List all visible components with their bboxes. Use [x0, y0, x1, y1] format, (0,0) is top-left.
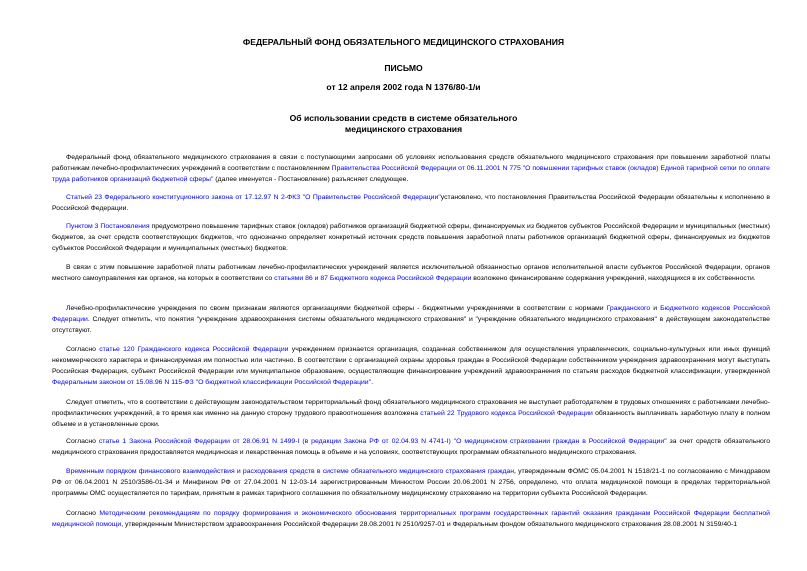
paragraph-text: установлено, что постановления Правительства Российской Федерации обязательны к исполнению в Российской Федерации. — [52, 194, 770, 212]
document-link[interactable]: статье 1 Закона Российской Федерации от 28.06.91 N 1499-I (в редакции Закона РФ от 02.04.93 N 4741-I) "О медицинском страховании граждан в Российской Федерации — [98, 438, 665, 445]
paragraph-3 — [52, 221, 770, 254]
paragraph-text: Согласно — [66, 438, 99, 445]
paragraph-2 — [52, 192, 770, 214]
document-subject-line-1: Об использовании средств в системе обязательного — [289, 113, 518, 123]
document-link[interactable]: статье 120 Гражданского кодекса Российской Федерации — [99, 346, 289, 353]
paragraph-1 — [52, 152, 770, 185]
document-link[interactable]: Временным порядком финансового взаимодействия и расходования средств в системе обязательного медицинского страхования граждан — [66, 468, 515, 475]
paragraph-text: Следует отметить, что в соответствии с действующим законодательством территориальный фонд обязательного медицинского страхования не выступает работодателем в трудовых отношениях с работниками лечебно-профилактических учреждений, в то время как именно на данную сторону трудового правоотношения возложена — [52, 399, 770, 417]
paragraph-text: учреждением признается организация, созданная собственником для осуществления управленческих, социально-культурных или иных функций некоммерческого характера и финансируемая им полностью или частично. В соответствии с организацией охраны здоровья граждан в Российской Федерации собственником учреждения здравоохранения могут выступать Российская Федерация, субъект Российской Федерации или муниципальное образование, осуществляющие финансирование учреждений здравоохранения по статьям расходов бюджетной классификации, утвержденной — [52, 346, 770, 375]
paragraph-text: Федеральный фонд обязательного медицинского страхования в связи с поступающими запросами об условиях использования средств обязательного медицинского страхования при повышении заработной платы работникам лечебно-профилактических учреждений в соответствии с постановлением — [52, 154, 770, 172]
paragraph-4 — [52, 262, 770, 284]
paragraph-text: В связи с этим повышение заработной платы работникам лечебно-профилактических учреждений является исключительной обязанностью органов исполнительной власти субъектов Российской Федерации, органов местного самоуправления как органов, на которых в соответствии со — [52, 264, 770, 282]
document-link[interactable]: Федеральным законом от 15.08.96 N 115-ФЗ "О бюджетной классификации Российской Федерации" — [52, 379, 372, 386]
paragraph-text: " за счет средств обязательного медицинского страхования предоставляется медицинская и лекарственная помощь в объеме и на условиях, соответствующих программам обязательного медицинского страхования. — [52, 438, 771, 456]
paragraph-text: предусмотрено повышение тарифных ставок (окладов) работников организаций бюджетной сферы, финансируемых из бюджетов субъектов Российской Федерации и муниципальных (местных) бюджетов, за счет средств соответствующих бюджетов, что однозначно определяет конкретный источник средств повышения заработной платы работников организаций бюджетной сферы, финансируемых из бюджетов субъектов Российской Федерации и муниципальных (местных) бюджетов. — [52, 223, 770, 252]
paragraph-8 — [52, 436, 770, 458]
paragraph-text: обязанность выплачивать заработную плату в полном объеме и в установленные сроки. — [52, 410, 770, 428]
document-link[interactable]: Пунктом 3 Постановления — [66, 223, 150, 230]
paragraph-text: Лечебно-профилактические учреждения по своим признакам являются организациями бюджетной сферы - бюджетными учреждениями в соответствии с нормами — [66, 305, 607, 312]
paragraph-10 — [52, 508, 770, 530]
paragraph-6 — [52, 344, 770, 388]
document-link[interactable]: Бюджетного кодексов Российской Федерации — [52, 305, 770, 323]
paragraph-text: и — [650, 305, 661, 312]
paragraph-text: . — [371, 379, 373, 386]
document-link[interactable]: Методическим рекомендациям по порядку формирования и экономического обоснования территориальных программ государственных гарантий оказания гражданам Российской Федерации бесплатной медицинской помощи — [52, 510, 770, 528]
paragraph-5 — [52, 303, 770, 336]
document-link[interactable]: Гражданского — [606, 305, 651, 312]
paragraph-text: возложено финансирование содержания учреждений, находящихся в их собственности. — [471, 275, 756, 282]
document-date-number: от 12 апреля 2002 года N 1376/80-1/и — [326, 82, 481, 92]
document-link[interactable]: статьей 22 Трудового кодекса Российской Федерации — [420, 410, 593, 417]
document-link[interactable]: статьями 86 и 87 Бюджетного кодекса Российской Федерации — [274, 275, 472, 282]
document-link[interactable]: Правительства Российской Федерации от 06.11.2001 N 775 "О повышении тарифных ставок (окладов) Единой тарифной сетки по оплате труда работников организаций бюджетной сферы" — [52, 165, 770, 183]
paragraph-7 — [52, 397, 770, 430]
paragraph-text: Согласно — [66, 510, 100, 517]
document-link[interactable]: Статьей 23 Федерального конституционного закона от 17.12.97 N 2-ФКЗ "О Правительстве Российской Федерации" — [66, 194, 441, 201]
org-heading: ФЕДЕРАЛЬНЫЙ ФОНД ОБЯЗАТЕЛЬНОГО МЕДИЦИНСКОГО СТРАХОВАНИЯ — [242, 37, 565, 47]
paragraph-text: Согласно — [66, 346, 100, 353]
paragraph-text: (далее именуется - Постановление) разъясняет следующее. — [213, 176, 409, 183]
paragraph-text: , утвержденным Министерством здравоохранения Российской Федерации 28.08.2001 N 2510/9257-01 и Федеральным фондом обязательного медицинского страхования 28.08.2001 N 3159/40-1 — [121, 521, 738, 528]
document-subject-line-2: медицинского страхования — [344, 124, 463, 134]
paragraph-text: . Следует отметить, что понятия "учреждение здравоохранения системы обязательного медицинского страхования" и "учреждение обязательного медицинского страхования" в действующем законодательстве отсутствуют. — [52, 316, 770, 334]
paragraph-text: , утвержденным ФОМС 05.04.2001 N 1518/21-1 по согласованию с Минздравом РФ от 06.04.2001 N 2510/3586-01-34 и Минфином РФ от 27.04.2001 N 12-03-14 зарегистрированным Минюстом России 20.06.2001 N 2756, определено, что оплата медицинской помощи в пределах территориальной программы ОМС осуществляется по тарифам, принятым в рамках тарифного соглашения по обязательному медицинскому страхованию на территории субъекта Российской Федерации. — [52, 468, 771, 497]
paragraph-9 — [52, 466, 770, 499]
document-type: ПИСЬМО — [384, 63, 423, 73]
